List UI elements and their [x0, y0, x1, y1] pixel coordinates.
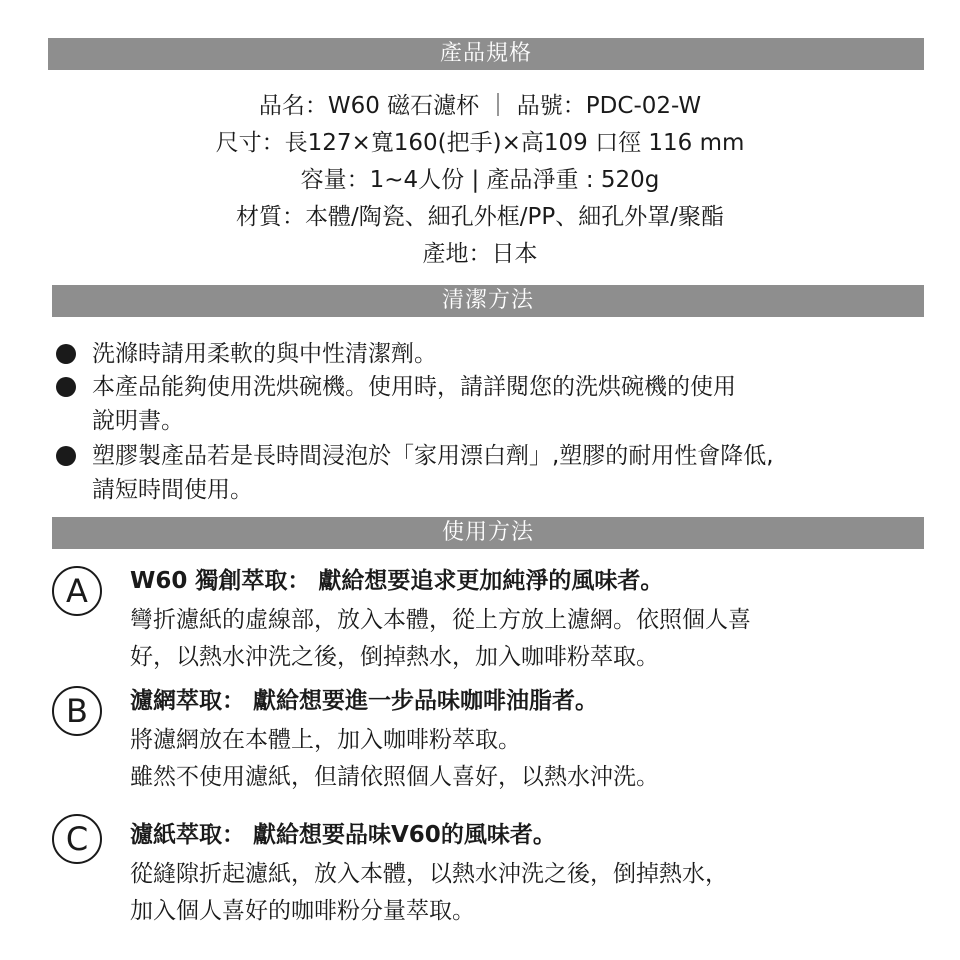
method-a-line: 好，以熱水沖洗之後，倒掉熱水，加入咖啡粉萃取。: [130, 644, 659, 670]
cleaning-item-text: 塑膠製產品若是長時間浸泡於「家用漂白劑」,塑膠的耐用性會降低,: [92, 443, 774, 469]
method-b-line: 將濾網放在本體上，加入咖啡粉萃取。: [130, 727, 521, 753]
spec-materials: 材質：本體/陶瓷、細孔外框/PP、細孔外罩/聚酯: [236, 204, 724, 230]
spec-capacity-weight: 容量：1~4人份 | 產品淨重 : 520g: [300, 167, 660, 193]
bullet-dot-icon: [56, 344, 76, 364]
method-b-title: 濾網萃取： 獻給想要進一步品味咖啡油脂者。: [130, 688, 599, 714]
bullet-dot-icon: [56, 446, 76, 466]
circled-letter-c-icon: C: [52, 814, 102, 864]
cleaning-item-text-continued: 請短時間使用。: [92, 477, 253, 503]
method-a-line: 彎折濾紙的虛線部，放入本體，從上方放上濾網。依照個人喜: [130, 607, 751, 633]
spec-dimensions: 尺寸：長127×寬160(把手)×高109 口徑 116 mm: [215, 130, 745, 156]
cleaning-item-text: 洗滌時請用柔軟的與中性清潔劑。: [92, 341, 437, 367]
section-header-cleaning: 清潔方法: [52, 285, 924, 317]
bullet-dot-icon: [56, 377, 76, 397]
method-c-title: 濾紙萃取： 獻給想要品味V60的風味者。: [130, 822, 556, 848]
cleaning-item-text-continued: 說明書。: [92, 408, 184, 434]
spec-origin: 產地：日本: [422, 241, 538, 267]
method-c-line: 從縫隙折起濾紙，放入本體，以熱水沖洗之後，倒掉熱水，: [130, 861, 728, 887]
circled-letter-b-icon: B: [52, 686, 102, 736]
circled-letter-a-icon: A: [52, 566, 102, 616]
method-c-line: 加入個人喜好的咖啡粉分量萃取。: [130, 898, 475, 924]
section-header-specs: 產品規格: [48, 38, 924, 70]
method-b-line: 雖然不使用濾紙，但請依照個人喜好，以熱水沖洗。: [130, 764, 659, 790]
section-header-usage: 使用方法: [52, 517, 924, 549]
spec-product-name: 品名：W60 磁石濾杯 ｜ 品號：PDC-02-W: [258, 93, 702, 119]
method-a-title: W60 獨創萃取： 獻給想要追求更加純淨的風味者。: [130, 568, 664, 594]
cleaning-item-text: 本產品能夠使用洗烘碗機。使用時，請詳閱您的洗烘碗機的使用: [92, 374, 736, 400]
